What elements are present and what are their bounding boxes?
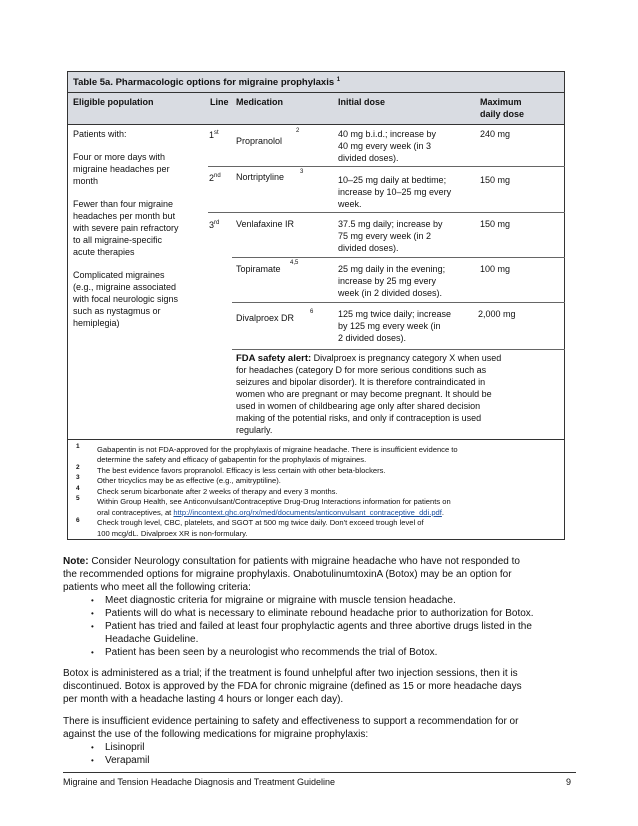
line-number: 1: [209, 130, 215, 140]
fda-line: regularly.: [236, 425, 273, 435]
max-dose: 100 mg: [480, 264, 511, 274]
dose-line: 37.5 mg daily; increase by: [338, 219, 443, 229]
list-item-text: Meet diagnostic criteria for migraine or migraine with muscle tension headache.: [105, 595, 456, 606]
eligible-line: Four or more days with: [73, 152, 166, 162]
eligible-line: Patients with:: [73, 129, 127, 139]
header-medication: Medication: [236, 97, 284, 107]
bullet-icon: •: [91, 648, 94, 657]
list-item: [91, 621, 532, 634]
footnote-text-part: .: [441, 508, 445, 517]
medication-venlafaxine: Venlafaxine IR: [236, 219, 295, 229]
footer-title: Migraine and Tension Headache Diagnosis and Treatment Guideline: [63, 777, 336, 787]
fda-text: Divalproex is pregnancy category X when used: [311, 353, 502, 363]
table-title-bar: [68, 72, 564, 93]
fda-line: making of the potential risks, and only if contraception is used: [236, 413, 482, 423]
max-dose: 240 mg: [480, 129, 511, 139]
eligible-line: with focal neurologic signs: [73, 294, 179, 304]
eligible-line: migraine headaches per: [73, 164, 170, 174]
fda-label: FDA safety alert:: [236, 353, 312, 364]
eligible-line: Fewer than four migraine: [73, 199, 174, 209]
bullet-icon: •: [91, 622, 94, 631]
footnote-text: Gabapentin is not FDA-approved for the prophylaxis of migraine headache. There is insufficient evidence to: [97, 445, 458, 454]
row-divider: [208, 166, 565, 167]
paragraph-line: against the use of the following medications for migraine prophylaxis:: [63, 729, 369, 740]
note-label: Note:: [63, 556, 89, 567]
dose-line: 40 mg every week (in 3: [338, 141, 432, 151]
dose-line: increase by 25 mg every: [338, 276, 437, 286]
dose-line: 75 mg every week (in 2: [338, 231, 432, 241]
footnote-text: Check serum bicarbonate after 2 weeks of therapy and every 3 months.: [97, 487, 338, 496]
list-item-text: Patients will do what is necessary to eliminate rebound headache prior to authorization for Botox.: [105, 608, 534, 619]
dose-line: 10–25 mg daily at bedtime;: [338, 175, 447, 185]
note-line: the recommended options for migraine prophylaxis. OnabotulinumtoxinA (Botox) may be an option for: [63, 569, 512, 580]
dose-line: divided doses).: [338, 243, 399, 253]
medication-topiramate: Topiramate: [236, 264, 281, 274]
footnote-number: 4: [76, 485, 80, 492]
dose-line: 125 mg twice daily; increase: [338, 309, 452, 319]
footnote-number: 6: [76, 517, 80, 524]
dose-line: 2 divided doses).: [338, 333, 407, 343]
footnote-text: [97, 508, 444, 518]
line-suffix: rd: [214, 220, 220, 226]
medication-ref: 2: [296, 128, 300, 134]
dose-line: 25 mg daily in the evening;: [338, 264, 446, 274]
medication-nortriptyline: Nortriptyline: [236, 172, 285, 182]
list-item-text: Patient has tried and failed at least four prophylactic agents and three abortive drugs listed in the: [105, 621, 532, 632]
table-title-text: Table 5a. Pharmacologic options for migraine prophylaxis: [73, 77, 335, 88]
header-line: Line: [210, 97, 229, 107]
eligible-line: headaches per month but: [73, 211, 176, 221]
footnote-text: The best evidence favors propranolol. Efficacy is less certain with other beta-blockers.: [97, 466, 386, 475]
medication-divalproex: Divalproex DR: [236, 313, 295, 323]
list-item: [91, 608, 534, 621]
dose-line: divided doses).: [338, 153, 399, 163]
paragraph-line: per month with a headache lasting 4 hours or longer each day).: [63, 694, 344, 705]
dose-line: increase by 10–25 mg every: [338, 187, 452, 197]
line-first: [209, 130, 219, 144]
note-line: patients who meet all the following criteria:: [63, 582, 251, 593]
line-suffix: nd: [214, 173, 221, 179]
eligible-line: with severe pain refractory: [73, 223, 179, 233]
fda-line: seizures and bipolar disorder). It is therefore contraindicated in: [236, 377, 486, 387]
footer-divider: [63, 772, 576, 773]
line-number: 2: [209, 173, 215, 183]
footnote-text: Within Group Health, see Anticonvulsant/Contraceptive Drug-Drug Interactions information for patients on: [97, 497, 451, 506]
footnote-number: 5: [76, 495, 80, 502]
footnote-text: determine the safety and efficacy of gabapentin for the prophylaxis of migraines.: [97, 455, 367, 464]
header-eligible: Eligible population: [73, 97, 154, 107]
fda-line: for headaches (category D for more serious conditions such as: [236, 365, 487, 375]
eligible-line: month: [73, 176, 99, 186]
footnote-number: 2: [76, 464, 80, 471]
line-third: [209, 220, 219, 234]
row-divider: [232, 302, 565, 303]
bullet-icon: •: [91, 756, 94, 765]
header-max-2: daily dose: [480, 109, 525, 119]
medication-ref: 3: [300, 169, 304, 175]
header-max-1: Maximum: [480, 97, 522, 107]
row-divider: [232, 257, 565, 258]
footnote-number: 1: [76, 443, 80, 450]
eligible-line: acute therapies: [73, 247, 135, 257]
list-item: [91, 755, 149, 768]
fda-line: women who are pregnant or may become pregnant. It should be: [236, 389, 492, 399]
footnote-text: Check trough level, CBC, platelets, and SGOT at 500 mg twice daily. Don't exceed trough level of: [97, 518, 424, 527]
fda-line: used in women of childbearing age only after shared decision: [236, 401, 481, 411]
medication-ref: 6: [310, 309, 314, 315]
footnote-divider: [68, 439, 564, 440]
table-title: [73, 77, 340, 91]
footnote-text: Other tricyclics may be as effective (e.g., amitryptiline).: [97, 476, 281, 485]
footnote-text-part: oral contraceptives, at: [97, 508, 174, 517]
row-divider: [208, 212, 565, 213]
list-item-continued: Headache Guideline.: [105, 634, 199, 645]
contraceptive-ddi-link[interactable]: http://incontext.ghc.org/rx/med/documents/anticonvulsant_contraceptive_ddi.pdf: [173, 508, 442, 517]
list-item: [91, 595, 456, 608]
list-item-text: Verapamil: [105, 755, 150, 766]
bullet-icon: •: [91, 609, 94, 618]
eligible-line: Complicated migraines: [73, 270, 165, 280]
line-second: [209, 173, 221, 187]
dose-line: week.: [338, 199, 362, 209]
row-divider: [232, 349, 565, 350]
table-title-ref: 1: [336, 77, 341, 83]
page-number: 9: [566, 777, 572, 787]
bullet-icon: •: [91, 743, 94, 752]
eligible-line: hemiplegia): [73, 318, 120, 328]
note-text: Consider Neurology consultation for patients with migraine headache who have not responded to: [88, 556, 520, 567]
max-dose: 2,000 mg: [478, 309, 516, 319]
table-header-row: [68, 93, 564, 125]
dose-line: 40 mg b.i.d.; increase by: [338, 129, 437, 139]
list-item-text: Patient has been seen by a neurologist who recommends the trial of Botox.: [105, 647, 438, 658]
eligible-line: to all migraine-specific: [73, 235, 163, 245]
line-suffix: st: [214, 130, 219, 136]
prophylaxis-table: [67, 71, 565, 540]
fda-line: [236, 353, 501, 365]
medication-ref: 4,5: [290, 260, 299, 266]
medication-propranolol: Propranolol: [236, 136, 283, 146]
dose-line: week (in 2 divided doses).: [338, 288, 443, 298]
eligible-line: such as nystagmus or: [73, 306, 161, 316]
footnote-number: 3: [76, 474, 80, 481]
bullet-icon: •: [91, 596, 94, 605]
max-dose: 150 mg: [480, 219, 511, 229]
footnote-text: 100 mcg/dL. Divalproex XR is non-formulary.: [97, 529, 248, 538]
list-item: [91, 647, 437, 660]
paragraph-line: Botox is administered as a trial; if the treatment is found unhelpful after two injection sessions, then it is: [63, 668, 518, 679]
eligible-line: (e.g., migraine associated: [73, 282, 177, 292]
list-item-text: Lisinopril: [105, 742, 145, 753]
max-dose: 150 mg: [480, 175, 511, 185]
dose-line: by 125 mg every week (in: [338, 321, 441, 331]
list-item: [91, 742, 144, 755]
paragraph-line: There is insufficient evidence pertaining to safety and effectiveness to support a recommendation for or: [63, 716, 519, 727]
note-line: [63, 556, 520, 569]
line-number: 3: [209, 220, 215, 230]
paragraph-line: discontinued. Botox is approved by the FDA for chronic migraine (defined as 15 or more headache days: [63, 681, 522, 692]
header-initial-dose: Initial dose: [338, 97, 386, 107]
